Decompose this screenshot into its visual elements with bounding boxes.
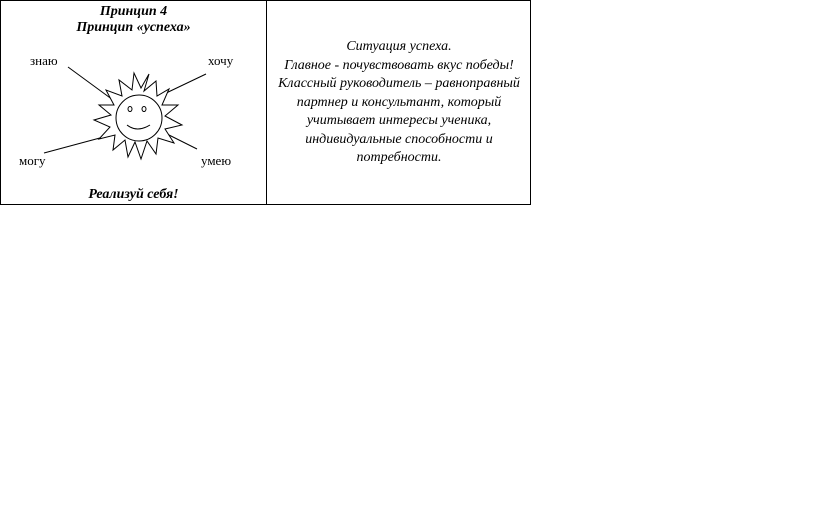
word-mogu: могу	[19, 153, 46, 168]
word-umeyu: умею	[201, 153, 232, 168]
principle-table	[0, 0, 531, 205]
word-znayu: знаю	[30, 53, 58, 68]
situation-cell	[267, 1, 531, 204]
sun-illustration	[1, 1, 266, 206]
slogan: Реализуй себя!	[88, 187, 179, 202]
principle-number: Принцип 4	[99, 4, 168, 19]
situation-body: Главное - почувствовать вкус победы! Классный руководитель – равноправный партнер и консультант, который учитывает интересы ученика, индивидуальные способности и потребности.	[278, 57, 520, 165]
word-hochu: хочу	[208, 53, 234, 68]
principle-cell	[1, 1, 266, 204]
ray-line-hochu	[162, 74, 206, 95]
sun-face	[116, 95, 162, 141]
ray-line-znayu	[68, 67, 113, 100]
situation-text	[275, 38, 523, 168]
situation-heading: Ситуация успеха.	[346, 39, 452, 54]
principle-name: Принцип «успеха»	[76, 20, 191, 35]
